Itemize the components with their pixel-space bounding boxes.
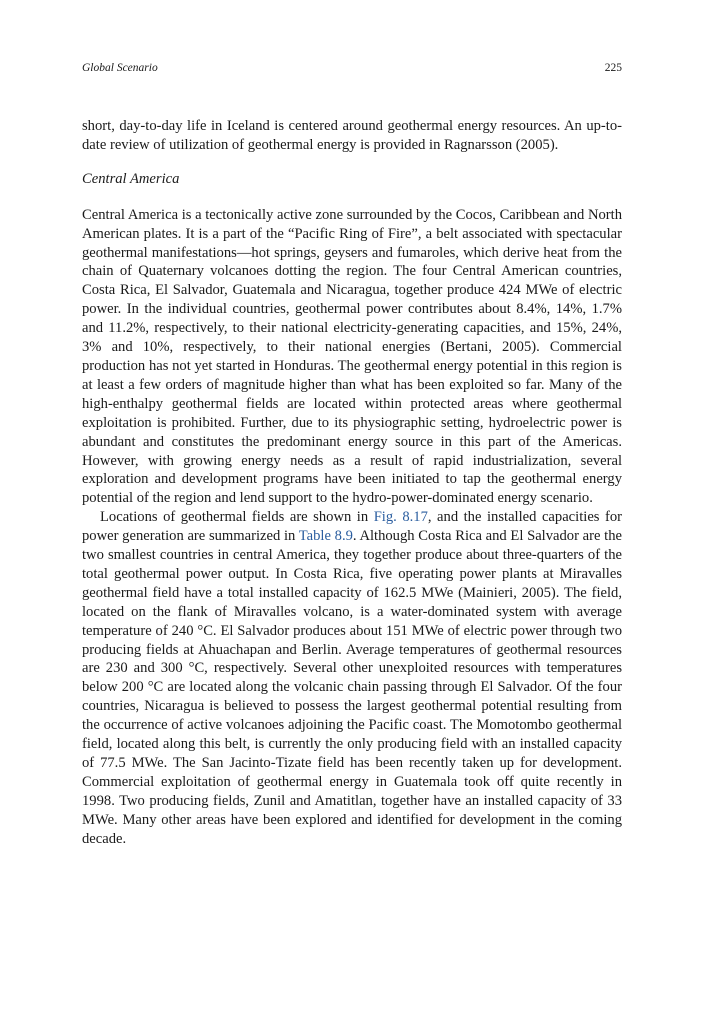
paragraph-2-part-b: , and the installed capacities for power generation are summarized in [82, 509, 623, 545]
paragraph-intro: short, day-to-day life in Iceland is centered around geothermal energy resources. An up-to-date review of utilization of geothermal energy is provided in Ragnarsson (2005). [82, 118, 622, 153]
paragraph-1: Central America is a tectonically active zone surrounded by the Cocos, Caribbean and North American plates. It is a part of the “Pacific Ring of Fire”, a belt associated with spectacular geothermal manifestations—hot springs, geysers and fumaroles, which derive heat from the chain of Quaternary volcanoes dotting the region. The four Central American countries, Costa Rica, El Salvador, Guatemala and Nicaragua, together produce 424 MWe of electric power. In the individual countries, geothermal power contributes about 8.4%, 14%, 1.7% and 11.2%, respectively, to their national electricity-generating capacities, and 15%, 24%, 3% and 10%, respectively, to their national energies (Bertani, 2005). Commercial production has not yet started in Honduras. The geothermal energy potential in this region is at least a few orders of magnitude higher than what has been exploited so far. Many of the high-enthalpy geothermal fields are located within protected areas where geothermal exploitation is prohibited. Further, due to its physiographic setting, hydroelectric power is abundant and constitutes the predominant energy source in this part of the Americas. However, with growing energy needs as a result of rapid industrialization, several exploration and development programs have been initiated to tap the geothermal energy potential of the region and lend support to the hydro-power-dominated energy scenario. [82, 206, 622, 507]
paragraph-2-part-a: Locations of geothermal fields are shown in [100, 509, 374, 526]
book-page [82, 62, 622, 849]
running-title: Global Scenario [82, 62, 158, 74]
page-number: 225 [604, 62, 622, 74]
paragraph-2-part-c: . Although Costa Rica and El Salvador are the two smallest countries in central America, they together produce about three-quarters of the total geothermal power output. In Costa Rica, five operating power plants at Miravalles geothermal field have a total installed capacity of 162.5 MWe (Mainieri, 2005). The field, located on the flank of Miravalles volcano, is a water-dominated system with average temperature of 240 °C. El Salvador produces about 151 MWe of electric power through two producing fields at Ahuachapan and Berlin. Average temperatures of geothermal resources are 230 and 300 °C, respectively. Several other unexploited resources with temperatures below 200 °C are located along the volcanic chain passing through El Salvador. Of the four countries, Nicaragua is believed to possess the largest geothermal potential resulting from the occurrence of active volcanoes adjoining the Pacific coast. The Momotombo geothermal field, located along this belt, is currently the only producing field with an installed capacity of 77.5 MWe. The San Jacinto-Tizate field has been recently taken up for development. Commercial exploitation of geothermal energy in Guatemala took off quite recently in 1998. Two producing fields, Zunil and Amatitlan, together have an installed capacity of 33 MWe. Many other areas have been explored and identified for development in the coming decade. [82, 528, 622, 847]
paragraph-2 [82, 508, 622, 848]
figure-reference-link[interactable]: Fig. 8.17 [373, 509, 428, 526]
running-head [82, 62, 622, 74]
section-heading: Central America [82, 170, 180, 187]
table-reference-link[interactable]: Table 8.9 [298, 528, 353, 545]
body-text [82, 117, 622, 849]
